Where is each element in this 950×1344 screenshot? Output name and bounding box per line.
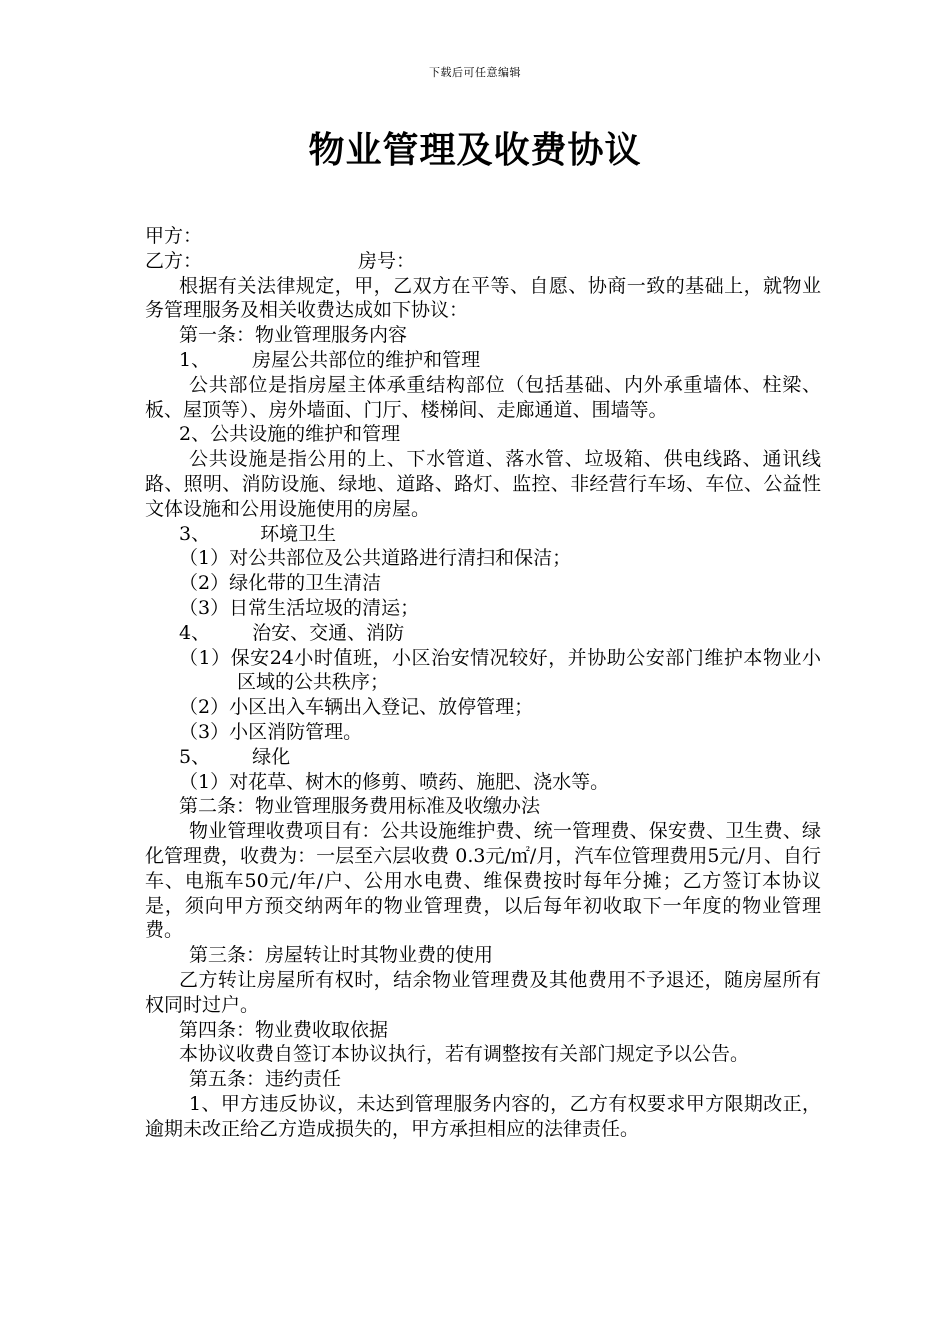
article-4-heading: 第四条：物业费收取依据: [179, 1018, 389, 1041]
section-number: 1、: [179, 348, 211, 371]
list-item: （3）小区消防管理。: [179, 720, 363, 743]
section-4-heading: [145, 621, 821, 646]
section-1-text: 公共部位是指房屋主体承重结构部位（包括基础、内外承重墙体、柱梁、板、屋顶等）、房外墙面、门厅、楼梯间、走廊通道、围墙等。: [145, 373, 821, 421]
intro-paragraph: 根据有关法律规定，甲，乙双方在平等、自愿、协商一致的基础上，就物业务管理服务及相关收费达成如下协议：: [145, 274, 821, 322]
section-number: 5、: [179, 745, 211, 768]
article-5-heading: 第五条：违约责任: [189, 1068, 342, 1091]
article-3-text: 乙方转让房屋所有权时，结余物业管理费及其他费用不予退还，随房屋所有权同时过户。: [145, 968, 821, 1016]
article-2-text: 物业管理收费项目有：公共设施维护费、统一管理费、保安费、卫生费、绿化管理费，收费为：一层至六层收费 0.3元/㎡/月，汽车位管理费用5元/月、自行车、电瓶车50元/年/户、公用水电费、维保费按时每年分摊；乙方签订本协议是，须向甲方预交纳两年的物业管理费，以后每年初收取下一年度的物业管理费。: [145, 820, 821, 942]
article-1-heading: 第一条：物业管理服务内容: [179, 324, 408, 347]
document-body: [145, 224, 821, 1141]
section-title: 治安、交通、消防: [252, 621, 405, 644]
article-2-heading: 第二条：物业管理服务费用标准及收缴办法: [179, 795, 541, 818]
list-item: （1）保安24小时值班，小区治安情况较好，并协助公安部门维护本物业小区域的公共秩序；: [179, 646, 821, 694]
section-2-text: 公共设施是指公用的上、下水管道、落水管、垃圾箱、供电线路、通讯线路、照明、消防设施、绿地、道路、路灯、监控、非经营行车场、车位、公益性文体设施和公用设施使用的房屋。: [145, 448, 821, 520]
party-a-label: 甲方：: [145, 225, 203, 247]
list-item: （1）对公共部位及公共道路进行清扫和保洁；: [179, 547, 572, 570]
section-title: 绿化: [252, 745, 291, 768]
party-b-line: [145, 249, 821, 274]
article-4-text: 本协议收费自签订本协议执行，若有调整按有关部门规定予以公告。: [179, 1043, 750, 1066]
page-header: 下载后可任意编辑: [429, 66, 521, 79]
section-number: 4、: [179, 621, 211, 644]
section-title: 房屋公共部位的维护和管理: [252, 348, 481, 371]
section-5-heading: [145, 745, 821, 770]
document-title: 物业管理及收费协议: [308, 129, 642, 171]
article-3-heading: 第三条：房屋转让时其物业费的使用: [189, 944, 494, 967]
list-item: （3）日常生活垃圾的清运；: [179, 596, 420, 619]
section-number: 3、: [179, 522, 211, 545]
party-a-line: [145, 224, 821, 249]
room-number-label: 房号：: [358, 249, 416, 272]
section-1-heading: [145, 348, 821, 373]
section-title: 环境卫生: [260, 522, 337, 545]
party-b-label: 乙方：: [145, 249, 203, 272]
section-2-heading: 2、公共设施的维护和管理: [179, 423, 401, 446]
section-3-heading: [145, 522, 821, 547]
list-item: （2）小区出入车辆出入登记、放停管理；: [179, 696, 534, 719]
list-item: （1）对花草、树木的修剪、喷药、施肥、浇水等。: [179, 770, 610, 793]
list-item: （2）绿化带的卫生清洁: [179, 572, 382, 595]
article-5-text: 1、甲方违反协议，未达到管理服务内容的，乙方有权要求甲方限期改正，逾期未改正给乙方造成损失的，甲方承担相应的法律责任。: [145, 1092, 821, 1140]
